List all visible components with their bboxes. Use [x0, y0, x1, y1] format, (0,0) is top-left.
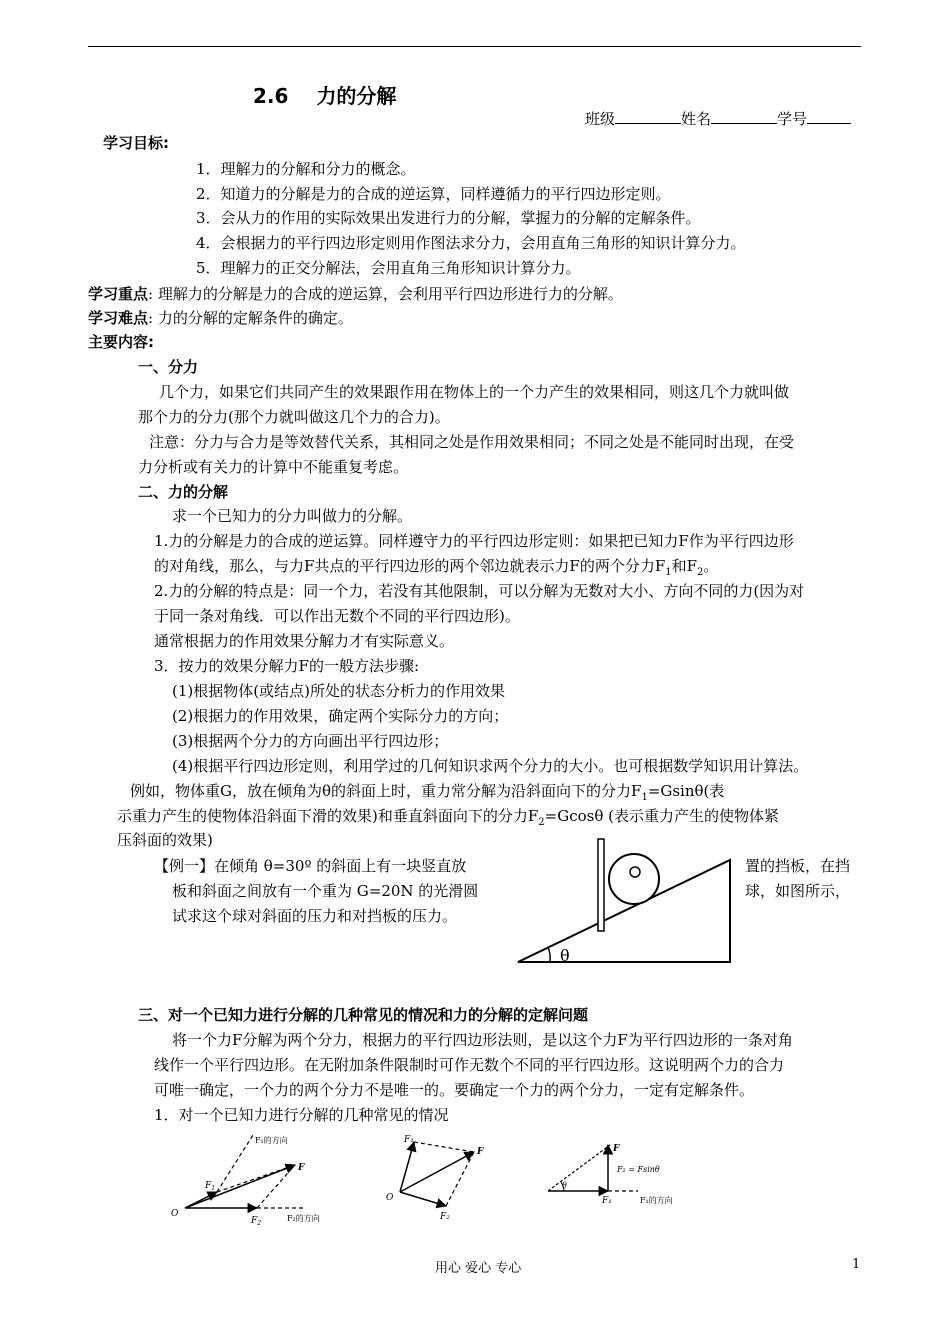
- page-title: [253, 80, 396, 109]
- subscript: 1: [641, 792, 648, 803]
- paragraph: 通常根据力的作用效果分解力才有实际意义。: [154, 632, 455, 650]
- f2-label: F₂ = Fsinθ: [617, 1165, 660, 1174]
- decomposition-figure-1: [165, 1130, 345, 1230]
- text-run: 示重力产生的使物体沿斜面下滑的效果)和垂直斜面向下的分力F: [117, 807, 539, 825]
- paragraph: 于同一条对角线．可以作出无数个不同的平行四边形)。: [154, 607, 520, 625]
- f2-label: F₂: [440, 1212, 450, 1222]
- paragraph: 3．按力的效果分解力F的一般方法步骤:: [154, 657, 420, 675]
- paragraph: 力分析或有关力的计算中不能重复考虑。: [138, 458, 409, 476]
- angle-arc: [548, 947, 550, 962]
- text-run: =Gsinθ(表: [647, 782, 725, 800]
- paragraph: 求一个已知力的分力叫做力的分解。: [172, 507, 413, 525]
- paragraph: 几个力，如果它们共同产生的效果跟作用在物体上的一个力产生的效果相同，则这几个力就叫做: [159, 383, 790, 401]
- paragraph: 2.力的分解的特点是：同一个力，若没有其他限制，可以分解为无数对大小、方向不同的力(因为对: [154, 582, 805, 600]
- decomposition-figure-3: [540, 1135, 700, 1215]
- subscript: 2: [697, 567, 704, 578]
- class-label: 班级: [585, 110, 616, 128]
- origin-label: O: [171, 1209, 179, 1219]
- id-blank: [807, 109, 851, 124]
- paragraph: [130, 780, 724, 803]
- f-label: F: [298, 1163, 305, 1173]
- text-run: =Gcosθ (表示重力产生的使物体紧: [544, 807, 779, 825]
- board: [598, 839, 604, 931]
- ball: [609, 854, 659, 904]
- f1-label: F₁: [602, 1196, 612, 1206]
- step-item: (3)根据两个分力的方向画出平行四边形；: [172, 732, 449, 750]
- decomposition-figure-2: [380, 1130, 490, 1225]
- example1-line: 球，如图所示，: [745, 882, 851, 900]
- f1-label: F₁: [404, 1135, 414, 1145]
- f2-label: $F_2$: [251, 1216, 262, 1227]
- class-info: [585, 108, 851, 129]
- f2-vector: [400, 1192, 446, 1206]
- section3-title: 三、对一个已知力进行分解的几种常见的情况和力的分解的定解问题: [138, 1006, 589, 1024]
- name-blank: [711, 109, 777, 124]
- paragraph: 将一个力F分解为两个分力，根据力的平行四边形法则，是以这个力F为平行四边形的一条对角: [172, 1031, 793, 1049]
- example1-line: 试求这个球对斜面的压力和对挡板的压力。: [172, 907, 458, 925]
- difficulty-label: 学习难点: [88, 309, 149, 327]
- step-item: (2)根据力的作用效果，确定两个实际分力的方向；: [172, 707, 509, 725]
- section2-title: 二、力的分解: [138, 483, 229, 501]
- title-text: 力的分解: [316, 84, 397, 108]
- f1-direction-label: F₁的方向: [640, 1196, 673, 1205]
- incline-ball-figure: [512, 835, 742, 970]
- section1-title: 一、分力: [138, 358, 199, 376]
- objective-item: 4．会根据力的平行四边形定则用作图法求分力，会用直角三角形的知识计算分力。: [196, 234, 746, 252]
- theta-label: θ: [562, 1181, 567, 1190]
- f1-direction-label: F₁的方向: [255, 1136, 288, 1145]
- paragraph: 可唯一确定，一个力的两个分力不是唯一的。要确定一个力的两个分力，一定有定解条件。: [154, 1081, 755, 1099]
- paragraph: 压斜面的效果): [117, 831, 213, 849]
- text-run: 的对角线，那么，与力F共点的平行四边形的两个邻边就表示力F的两个分力F: [154, 557, 666, 575]
- footer-text: 用心 爱心 专心: [435, 1261, 522, 1276]
- objective-item: 3．会从力的作用的实际效果出发进行力的分解，掌握力的分解的定解条件。: [196, 209, 701, 227]
- class-blank: [615, 109, 681, 124]
- focus-label: 学习重点: [88, 285, 149, 303]
- example1-line: 置的挡板，在挡: [745, 857, 851, 875]
- focus-line: [88, 283, 623, 304]
- paragraph: [154, 555, 718, 578]
- f-direction: [548, 1145, 610, 1191]
- paragraph: 线作一个平行四边形。在无附加条件限制时可作无数个不同的平行四边形。这说明两个力的合力: [154, 1056, 785, 1074]
- main-heading: 主要内容:: [88, 333, 154, 351]
- title-number: 2.6: [253, 84, 289, 108]
- name-label: 姓名: [681, 110, 712, 128]
- parallel-line: [414, 1142, 474, 1152]
- difficulty-text: : 力的分解的定解条件的确定。: [148, 309, 353, 327]
- subscript: 1: [665, 567, 672, 578]
- subscript: 2: [538, 817, 545, 828]
- f-label: F: [613, 1144, 620, 1154]
- objective-item: 1．理解力的分解和分力的概念。: [196, 160, 416, 178]
- id-label: 学号: [777, 110, 808, 128]
- f2-direction-label: F₂的方向: [287, 1214, 320, 1223]
- text-run: 。: [703, 557, 719, 575]
- example1-line: 板和斜面之间放有一个重为 G=20N 的光滑圆: [172, 882, 479, 900]
- f1-label: $F_1$: [205, 1181, 216, 1192]
- step-item: (4)根据平行四边形定则，利用学过的几何知识求两个分力的大小。也可根据数学知识用计算法。: [172, 757, 809, 775]
- page-number: 1: [852, 1257, 861, 1272]
- paragraph: 1.力的分解是力的合成的逆运算。同样遵守力的平行四边形定则：如果把已知力F作为平行四边形: [154, 532, 794, 550]
- focus-text: : 理解力的分解是力的合成的逆运算，会利用平行四边形进行力的分解。: [148, 285, 623, 303]
- theta-label: θ: [560, 946, 570, 965]
- paragraph: 那个力的分力(那个力就叫做这几个力的合力)。: [138, 408, 450, 426]
- paragraph: 注意：分力与合力是等效替代关系，其相同之处是作用效果相同；不同之处是不能同时出现，在受: [149, 433, 795, 451]
- objective-item: 2．知道力的分解是力的合成的逆运算，同样遵循力的平行四边形定则。: [196, 185, 671, 203]
- text-run: 例如，物体重G，放在倾角为θ的斜面上时，重力常分解为沿斜面向下的分力F: [130, 782, 642, 800]
- origin-label: O: [386, 1193, 394, 1203]
- f-vector: [185, 1165, 295, 1208]
- paragraph: [117, 805, 779, 828]
- objective-item: 5．理解力的正交分解法，会用直角三角形知识计算分力。: [196, 259, 581, 277]
- f1-vector: [400, 1142, 414, 1192]
- text-run: 和F: [671, 557, 698, 575]
- example1-line: 【例一】在倾角 θ=30º 的斜面上有一块竖直放: [154, 857, 467, 875]
- header-rule: [88, 46, 861, 47]
- f-vector: [400, 1152, 474, 1192]
- f-label: F: [477, 1147, 484, 1157]
- objectives-heading: 学习目标:: [103, 134, 169, 152]
- parallel-line: [257, 1165, 295, 1208]
- step-item: (1)根据物体(或结点)所处的状态分析力的作用效果: [172, 682, 505, 700]
- parallel-line: [217, 1165, 295, 1192]
- difficulty-line: [88, 307, 353, 328]
- paragraph: 1．对一个已知力进行分解的几种常见的情况: [154, 1106, 449, 1124]
